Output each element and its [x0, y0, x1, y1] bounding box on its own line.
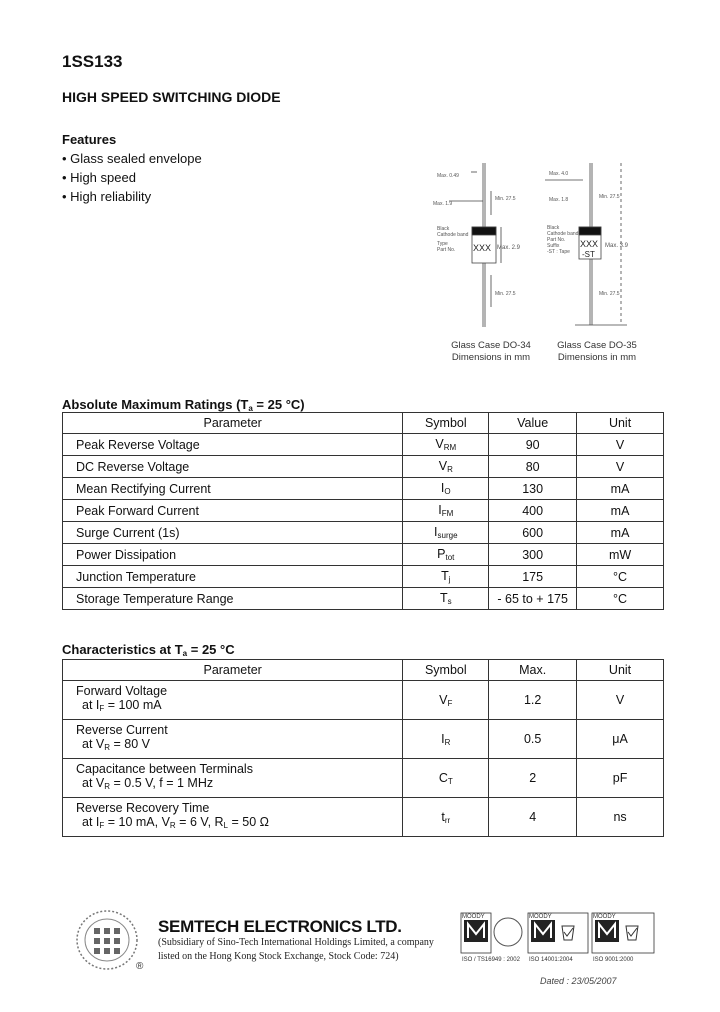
title-text: = 25 °C — [187, 642, 235, 657]
company-name: SEMTECH ELECTRONICS LTD. — [158, 917, 402, 936]
unit-cell: mW — [577, 544, 664, 566]
param-name: Reverse Current — [76, 723, 168, 737]
symbol-sub: rr — [444, 815, 451, 825]
table-row — [63, 681, 664, 720]
symbol: P — [437, 547, 446, 561]
col-header: Unit — [577, 413, 664, 434]
symbol-cell — [403, 544, 489, 566]
param-cell: Storage Temperature Range — [63, 588, 403, 610]
table-row — [63, 720, 664, 759]
table-row — [63, 434, 664, 456]
value-cell: 4 — [489, 798, 577, 837]
svg-text:Cathode band: Cathode band — [547, 231, 579, 237]
symbol: C — [438, 770, 448, 785]
dated-label: Dated : 23/05/2007 — [540, 976, 617, 986]
col-header: Parameter — [63, 660, 403, 681]
page-subtitle: HIGH SPEED SWITCHING DIODE — [62, 89, 281, 105]
symbol-sub: R — [444, 737, 451, 747]
do34-caption-line2: Dimensions in mm — [451, 352, 531, 363]
do35-side-dim: Max. 3.9 — [605, 243, 629, 249]
do35-marking-suffix: -ST — [582, 250, 595, 259]
symbol-cell — [403, 566, 489, 588]
symbol-sub: s — [447, 597, 452, 606]
cert-1-label: MOODY — [462, 914, 485, 920]
cond-text: at I — [82, 698, 100, 712]
col-header: Parameter — [63, 413, 403, 434]
svg-text:Min. 27.5: Min. 27.5 — [495, 291, 516, 297]
symbol-sub: RM — [443, 443, 457, 452]
table-row — [63, 566, 664, 588]
feature-item: • High reliability — [62, 189, 151, 204]
col-header: Max. — [489, 660, 577, 681]
col-header: Symbol — [403, 660, 489, 681]
cond-sub: F — [99, 821, 105, 830]
feature-item: • Glass sealed envelope — [62, 151, 202, 166]
svg-text:Max. 4.0: Max. 4.0 — [549, 171, 569, 177]
table-row — [63, 478, 664, 500]
col-header: Value — [489, 413, 577, 434]
cond-text: at V — [82, 776, 105, 790]
value-cell: 130 — [489, 478, 577, 500]
table-row — [63, 588, 664, 610]
cond-text: at V — [82, 737, 105, 751]
unit-cell: μA — [577, 720, 664, 759]
unit-cell: pF — [577, 759, 664, 798]
symbol-cell — [403, 681, 489, 720]
table-header-row — [63, 413, 664, 434]
absolute-ratings-title — [62, 397, 305, 413]
symbol: V — [435, 437, 444, 451]
cert-1-standard: ISO / TS16949 : 2002 — [462, 957, 520, 963]
value-cell: 1.2 — [489, 681, 577, 720]
symbol-sub: F — [447, 698, 453, 708]
value-cell: 400 — [489, 500, 577, 522]
characteristics-table — [62, 659, 664, 837]
registered-mark: ® — [136, 961, 144, 972]
param-condition — [76, 698, 396, 716]
value-cell: 2 — [489, 759, 577, 798]
cond-sub: R — [104, 743, 111, 752]
table-row — [63, 522, 664, 544]
svg-text:Max. 0.49: Max. 0.49 — [437, 173, 459, 179]
svg-text:Part No.: Part No. — [547, 237, 566, 243]
symbol-sub: surge — [437, 531, 458, 540]
cert-3-standard: ISO 9001:2000 — [593, 957, 634, 963]
part-number: 1SS133 — [62, 52, 123, 71]
unit-cell: V — [577, 434, 664, 456]
param-cell — [63, 720, 403, 759]
symbol-sub: R — [447, 465, 453, 474]
param-cell — [63, 759, 403, 798]
svg-text:Type: Type — [437, 241, 448, 247]
cert-3-label: MOODY — [593, 914, 616, 920]
table-header-row — [63, 660, 664, 681]
param-cell: Power Dissipation — [63, 544, 403, 566]
table-row — [63, 759, 664, 798]
svg-text:Max. 1.8: Max. 1.8 — [549, 197, 569, 203]
symbol-cell — [403, 759, 489, 798]
param-name: Reverse Recovery Time — [76, 801, 210, 815]
svg-text:Cathode band: Cathode band — [437, 232, 469, 238]
do34-marking: XXX — [473, 243, 492, 253]
cond-text: = 6 V, R — [175, 815, 224, 829]
param-condition — [76, 776, 396, 794]
unit-cell: mA — [577, 522, 664, 544]
value-cell: 80 — [489, 456, 577, 478]
param-condition — [76, 815, 396, 833]
title-text: Characteristics at T — [62, 642, 183, 657]
cond-sub: R — [104, 782, 111, 791]
param-name: Capacitance between Terminals — [76, 762, 253, 776]
svg-text:Min. 27.5: Min. 27.5 — [495, 196, 516, 202]
cond-text: at I — [82, 815, 100, 829]
do35-caption — [542, 340, 652, 364]
table-row — [63, 500, 664, 522]
cond-text: = 50 Ω — [228, 815, 269, 829]
svg-text:Max. 1.9: Max. 1.9 — [433, 201, 453, 207]
svg-text:-ST : Tape: -ST : Tape — [547, 249, 570, 255]
param-cell: Junction Temperature — [63, 566, 403, 588]
symbol-cell — [403, 456, 489, 478]
unit-cell: ns — [577, 798, 664, 837]
symbol-cell — [403, 720, 489, 759]
param-condition — [76, 737, 396, 755]
title-text: Absolute Maximum Ratings (T — [62, 397, 249, 412]
symbol-cell — [403, 478, 489, 500]
company-logo — [74, 908, 140, 972]
cond-text: = 80 V — [110, 737, 150, 751]
unit-cell: mA — [577, 500, 664, 522]
title-sub: a — [248, 404, 253, 413]
symbol: T — [439, 591, 448, 605]
symbol-cell — [403, 434, 489, 456]
unit-cell: °C — [577, 588, 664, 610]
company-subtitle-line2: listed on the Hong Kong Stock Exchange, Stock Code: 724) — [158, 951, 399, 962]
table-row — [63, 798, 664, 837]
symbol: I — [434, 525, 438, 539]
cert-2-standard: ISO 14001:2004 — [529, 957, 573, 963]
title-text: = 25 °C) — [252, 397, 305, 412]
cond-sub: L — [223, 821, 228, 830]
table-row — [63, 544, 664, 566]
value-cell: - 65 to + 175 — [489, 588, 577, 610]
svg-text:Part No.: Part No. — [437, 247, 456, 253]
param-name: Forward Voltage — [76, 684, 168, 698]
symbol: V — [438, 459, 448, 473]
cert-2-label: MOODY — [529, 914, 552, 920]
param-cell — [63, 681, 403, 720]
cond-text: = 100 mA — [104, 698, 162, 712]
svg-text:Suffix: Suffix — [547, 243, 560, 249]
certification-badges — [460, 912, 660, 956]
characteristics-title — [62, 642, 235, 658]
symbol-cell — [403, 522, 489, 544]
unit-cell: V — [577, 681, 664, 720]
col-header: Symbol — [403, 413, 489, 434]
param-cell: Mean Rectifying Current — [63, 478, 403, 500]
table-row — [63, 456, 664, 478]
title-sub: a — [182, 649, 188, 658]
symbol-sub: tot — [445, 553, 455, 562]
cond-text: = 10 mA, V — [104, 815, 170, 829]
unit-cell: °C — [577, 566, 664, 588]
param-cell: Peak Forward Current — [63, 500, 403, 522]
value-cell: 0.5 — [489, 720, 577, 759]
package-outline-diagrams — [425, 155, 665, 335]
absolute-ratings-table — [62, 412, 664, 610]
features-heading: Features — [62, 132, 117, 147]
param-cell: Peak Reverse Voltage — [63, 434, 403, 456]
symbol-cell — [403, 588, 489, 610]
do34-side-dim: Max. 2.9 — [497, 245, 521, 251]
do34-caption — [436, 340, 546, 364]
value-cell: 175 — [489, 566, 577, 588]
symbol-sub: FM — [441, 509, 454, 518]
svg-text:Min. 27.5: Min. 27.5 — [599, 194, 620, 200]
symbol-sub: T — [447, 776, 453, 786]
value-cell: 90 — [489, 434, 577, 456]
feature-item: • High speed — [62, 170, 136, 185]
value-cell: 600 — [489, 522, 577, 544]
do34-caption-line1: Glass Case DO-34 — [451, 340, 531, 351]
symbol-sub: j — [448, 575, 451, 584]
symbol: I — [441, 731, 445, 746]
symbol: V — [439, 692, 448, 707]
param-cell: Surge Current (1s) — [63, 522, 403, 544]
symbol: T — [441, 569, 449, 583]
svg-text:Black: Black — [437, 226, 450, 232]
do35-caption-line1: Glass Case DO-35 — [557, 340, 637, 351]
do35-marking: XXX — [580, 239, 599, 249]
param-cell: DC Reverse Voltage — [63, 456, 403, 478]
svg-text:Black: Black — [547, 225, 560, 231]
symbol-cell — [403, 500, 489, 522]
cond-sub: F — [99, 704, 105, 713]
unit-cell: mA — [577, 478, 664, 500]
symbol: t — [441, 809, 445, 824]
symbol: I — [440, 481, 445, 495]
symbol-cell — [403, 798, 489, 837]
symbol-sub: O — [444, 487, 451, 496]
unit-cell: V — [577, 456, 664, 478]
do35-caption-line2: Dimensions in mm — [557, 352, 637, 363]
value-cell: 300 — [489, 544, 577, 566]
param-cell — [63, 798, 403, 837]
cond-text: = 0.5 V, f = 1 MHz — [110, 776, 214, 790]
company-subtitle-line1: (Subsidiary of Sino-Tech International Holdings Limited, a company — [158, 937, 434, 948]
symbol: I — [438, 503, 442, 517]
col-header: Unit — [577, 660, 664, 681]
svg-text:Min. 27.5: Min. 27.5 — [599, 291, 620, 297]
cond-sub: R — [169, 821, 176, 830]
